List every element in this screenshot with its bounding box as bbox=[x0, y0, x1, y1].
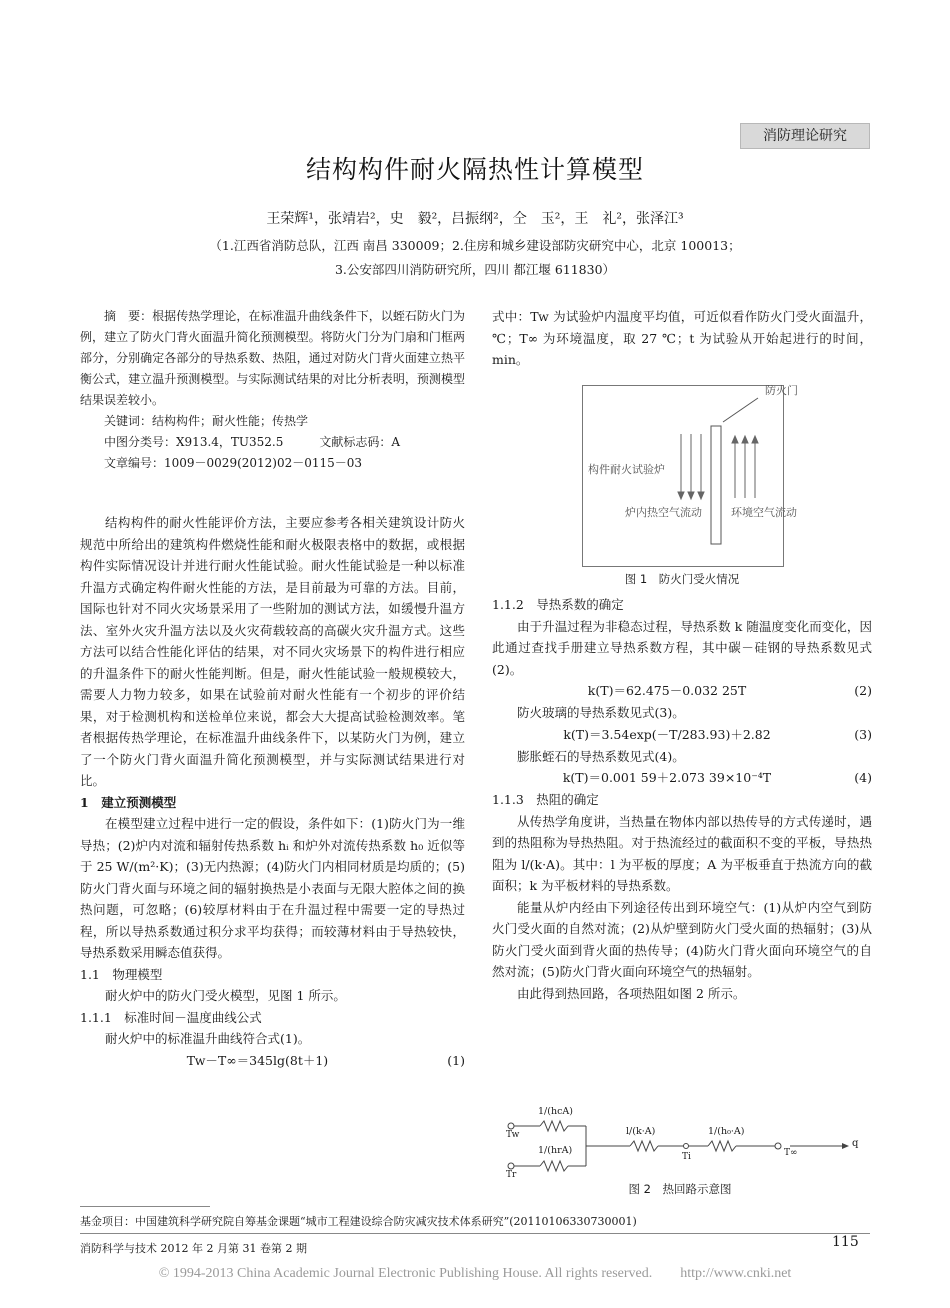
heat-flow-arrow bbox=[842, 1143, 849, 1149]
conductivity-paragraph: 由于升温过程为非稳态过程，导热系数 k 随温度变化而变化，因此通过查找手册建立导热系数方程，其中碳－硅钢的导热系数见式(2)。 bbox=[492, 618, 872, 677]
footnote-rule bbox=[80, 1206, 210, 1207]
figure-1 bbox=[582, 384, 798, 567]
label-fire-door: 防火门 bbox=[765, 384, 798, 397]
equation-2-number: (2) bbox=[854, 683, 872, 698]
right-column bbox=[492, 594, 872, 1004]
figure-1-caption: 图 1 防火门受火情况 bbox=[624, 572, 740, 586]
funding-footnote: 基金项目：中国建筑科学研究院自筹基金课题“城市工程建设综合防灾减灾技术体系研究”(20110106330730001) bbox=[80, 1215, 637, 1228]
classification: 中图分类号：X913.4，TU352.5 文献标志码：A bbox=[104, 435, 401, 449]
glass-paragraph: 防火玻璃的导热系数见式(3)。 bbox=[517, 705, 685, 720]
journal-info: 消防科学与技术 2012 年 2 月第 31 卷第 2 期 bbox=[80, 1242, 307, 1255]
equation-3-text: k(T)＝3.54exp(－T/283.93)＋2.82 bbox=[563, 726, 771, 742]
node-ti bbox=[684, 1144, 689, 1149]
door-leader-line bbox=[723, 398, 758, 422]
resistance-paragraph: 从传热学角度讲，当热量在物体内部以热传导的方式传递时，遇到的热阻称为导热热阻。对于热流经过的截面积不变的平板，导热热阻为 l/(k·A)。其中：l 为平板的厚度；A 为平板垂直于热流方向的截面积；k 为平板材料的导热系数。 bbox=[492, 813, 872, 893]
section-heading-1-1: 1.1 物理模型 bbox=[80, 966, 163, 982]
node-tw bbox=[508, 1123, 514, 1129]
author-list: 王荣辉¹，张靖岩²，史 毅²，吕振纲²，仝 玉²，王 礼²，张泽江³ bbox=[266, 211, 684, 227]
abstract-text: 摘 要：根据传热学理论，在标准温升曲线条件下，以蛭石防火门为例，建立了防火门背火面温升简化预测模型。将防火门分为门扇和门框两部分，分别确定各部分的导热系数、热阻，通过对防火门背火面建立热平衡公式，建立温升预测模型。与实际测试结果的对比分析表明，预测模型结果误差较小。 bbox=[80, 309, 465, 407]
article-title: 结构构件耐火隔热性计算模型 bbox=[305, 155, 644, 184]
section-heading-1-1-2: 1.1.2 导热系数的确定 bbox=[492, 597, 624, 612]
equation-1-number: (1) bbox=[447, 1052, 465, 1068]
resistance-label-outside: 1/(h₀·A) bbox=[708, 1126, 745, 1137]
resistance-label-convection: 1/(hcA) bbox=[538, 1106, 573, 1117]
right-column-top bbox=[492, 306, 872, 371]
label-outside-airflow: 环境空气流动 bbox=[731, 506, 797, 519]
heat-path-paragraph: 能量从炉内经由下列途径传出到环境空气：(1)从炉内空气到防火门受火面的自然对流；(2)从炉壁到防火门受火面的热辐射；(3)从防火门受火面到背火面的热传导；(4)防火门背火面向环境空气的自然对流；(5)防火门背火面向环境空气的热辐射。 bbox=[492, 899, 872, 979]
equation-1 bbox=[80, 1050, 465, 1072]
equation-3-number: (3) bbox=[854, 726, 872, 742]
equation-1-description: 式中：Tw 为试验炉内温度平均值，可近似看作防火门受火面温升，℃；T∞ 为环境温度，取 27 ℃；t 为试验从开始起进行的时间，min。 bbox=[492, 309, 872, 367]
section-tag: 消防理论研究 bbox=[740, 123, 870, 149]
equation-3 bbox=[492, 724, 872, 746]
footer-rule bbox=[80, 1233, 870, 1234]
figure-2-drawing bbox=[500, 1108, 870, 1178]
section-heading-1-1-3: 1.1.3 热阻的确定 bbox=[492, 792, 599, 807]
intro-paragraph: 结构构件的耐火性能评价方法，主要应参考各相关建筑设计防火规范中所给出的建筑构件燃烧性能和耐火极限表格中的数据，或根据构件实际情况设计并进行耐火性能试验。耐火性能试验是一种以标准升温方式确定构件耐火性能的方法，是目前最为可靠的方法。目前，国际也针对不同火灾场景采用了一些附加的测试方法，如缓慢升温方法、室外火灾升温方法以及火灾荷载较高的高碳火灾升温方式。这些方法可以结合性能化评估的结果，对不同火灾场景下的构件进行相应的升温条件下的耐火性能判断。但是，耐火性能试验一般规模较大，需要人力物力较多，如果在试验前对耐火性能有一个初步的评价结果，对于检测机构和送检单位来说，都会大大提高试验检测效率。笔者根据传热学理论，在标准温升曲线条件下，以某防火门为例，建立了一个防火门背火面温升简化预测模型，并与实际测试结果进行对比。 bbox=[80, 515, 465, 788]
figure-2-caption: 图 2 热回路示意图 bbox=[628, 1182, 732, 1196]
inside-airflow-arrows bbox=[678, 434, 704, 499]
copyright-notice: © 1994-2013 China Academic Journal Electronic Publishing House. All rights reserved. http://www.cnki.net bbox=[158, 1266, 792, 1281]
node-tr bbox=[508, 1163, 514, 1169]
left-column bbox=[80, 512, 465, 1072]
figure-2 bbox=[500, 1108, 870, 1178]
affiliation-line-1: （1.江西省消防总队，江西 南昌 330009；2.住房和城乡建设部防灾研究中心，北京 100013； bbox=[209, 238, 741, 253]
heat-flow-label: q bbox=[852, 1138, 859, 1149]
resistance-label-radiation: 1/(hrA) bbox=[538, 1145, 573, 1156]
equation-2 bbox=[492, 680, 872, 702]
section-heading-1-1-1: 1.1.1 标准时间－温度曲线公式 bbox=[80, 1009, 262, 1025]
outside-airflow-arrows bbox=[732, 436, 758, 498]
standard-curve-paragraph: 耐火炉中的标准温升曲线符合式(1)。 bbox=[105, 1031, 311, 1046]
affiliation-line-2: 3.公安部四川消防研究所，四川 都江堰 611830） bbox=[334, 262, 616, 277]
equation-4-text: k(T)＝0.001 59＋2.073 39×10⁻⁴T bbox=[562, 770, 772, 785]
page-number: 115 bbox=[832, 1234, 859, 1250]
door-panel bbox=[711, 426, 721, 544]
vermiculite-paragraph: 膨胀蛭石的导热系数见式(4)。 bbox=[517, 748, 685, 764]
assumptions-paragraph: 在模型建立过程中进行一定的假设，条件如下：(1)防火门为一维导热；(2)炉内对流和辐射传热系数 hᵢ 和炉外对流传热系数 h₀ 近似等于 25 W/(m²·K)；(3)无内热源；(4)防火门内相同材质是均质的；(5)防火门背火面与环境之间的辐射换热是小表面与无限大腔体之间的换热问题，可忽略；(6)较厚材料由于在升温过程中需要一定的导热过程，所以导热系数通过积分求平均获得；而较薄材料由于导热较快，导热系数采用瞬态值获得。 bbox=[80, 816, 465, 960]
section-heading-1: 1 建立预测模型 bbox=[80, 794, 177, 810]
label-furnace: 构件耐火试验炉 bbox=[588, 463, 665, 476]
node-tinf bbox=[775, 1143, 781, 1149]
physical-model-paragraph: 耐火炉中的防火门受火模型，见图 1 所示。 bbox=[105, 988, 346, 1003]
resistance-label-conduction: l/(k·A) bbox=[626, 1126, 656, 1137]
node-label-tw: Tw bbox=[506, 1130, 520, 1140]
equation-1-text: Tw－T∞＝345lg(8t＋1) bbox=[186, 1052, 329, 1068]
keywords: 关键词：结构构件；耐火性能；传热学 bbox=[104, 414, 309, 428]
node-label-tinf: T∞ bbox=[784, 1148, 798, 1158]
node-label-ti: Ti bbox=[682, 1152, 691, 1162]
node-label-tr: Tr bbox=[506, 1170, 517, 1180]
circuit-intro-paragraph: 由此得到热回路，各项热阻如图 2 所示。 bbox=[517, 985, 746, 1001]
equation-4 bbox=[492, 767, 872, 789]
equation-4-number: (4) bbox=[854, 770, 872, 785]
abstract-block bbox=[80, 306, 465, 474]
article-number: 文章编号：1009－0029(2012)02－0115－03 bbox=[104, 456, 363, 470]
label-inside-airflow: 炉内热空气流动 bbox=[625, 506, 702, 519]
equation-2-text: k(T)＝62.475－0.032 25T bbox=[587, 683, 747, 698]
